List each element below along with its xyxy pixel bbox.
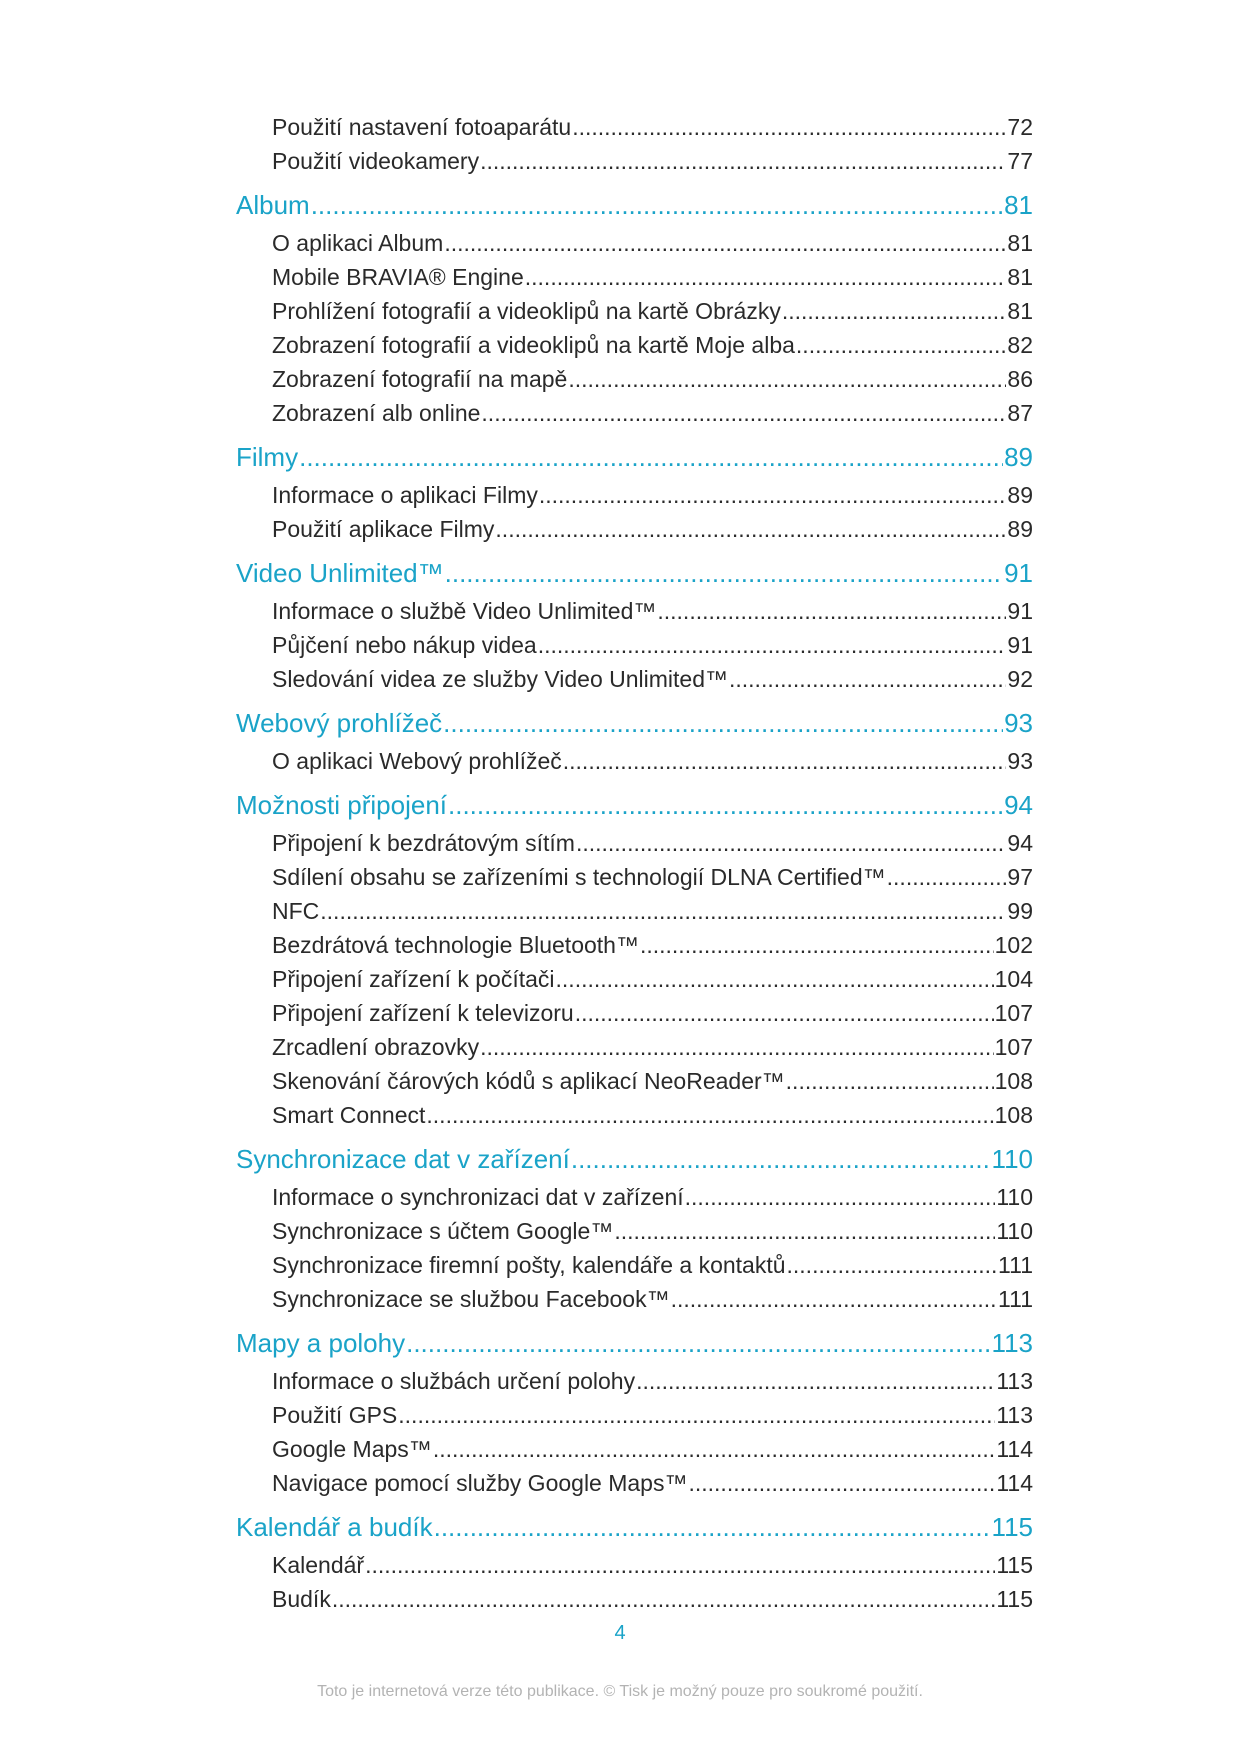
toc-entry-page: 91	[1007, 632, 1033, 658]
toc-dot-leader	[365, 1552, 995, 1579]
toc-section-entry[interactable]	[236, 1139, 1033, 1184]
toc-dot-leader	[563, 748, 1007, 775]
toc-dot-leader	[332, 1586, 996, 1613]
toc-entry-title: O aplikaci Webový prohlížeč	[272, 748, 562, 774]
toc-entry-title: Zrcadlení obrazovky	[272, 1034, 480, 1060]
table-of-contents	[236, 114, 1033, 1620]
toc-entry-page: 115	[996, 1552, 1033, 1578]
toc-entry-page: 81	[1004, 190, 1033, 220]
toc-entry-title: Půjčení nebo nákup videa	[272, 632, 537, 658]
toc-dot-leader	[480, 1034, 994, 1061]
toc-entry-page: 102	[994, 932, 1033, 958]
toc-dot-leader	[796, 332, 1006, 359]
toc-entry-title: Zobrazení fotografií a videoklipů na kartě Moje alba	[272, 332, 795, 358]
toc-entry-page: 107	[994, 1034, 1033, 1060]
toc-entry[interactable]	[236, 932, 1033, 966]
toc-dot-leader	[445, 558, 1003, 589]
toc-entry-page: 91	[1004, 558, 1033, 588]
toc-entry-title: Zobrazení alb online	[272, 400, 481, 426]
toc-entry[interactable]	[236, 482, 1033, 516]
toc-entry-page: 115	[996, 1586, 1033, 1612]
toc-entry-title: Skenování čárových kódů s aplikací NeoReader™	[272, 1068, 785, 1094]
toc-dot-leader	[539, 482, 1007, 509]
toc-entry-title: Synchronizace se službou Facebook™	[272, 1286, 670, 1312]
toc-entry-title: Informace o službě Video Unlimited™	[272, 598, 657, 624]
toc-dot-leader	[575, 1000, 994, 1027]
toc-entry-page: 115	[991, 1512, 1033, 1542]
toc-entry-title: Smart Connect	[272, 1102, 426, 1128]
toc-entry-page: 81	[1007, 298, 1033, 324]
toc-entry-page: 110	[991, 1144, 1033, 1174]
page-footer: Toto je internetová verze této publikace. © Tisk je možný pouze pro soukromé použití.	[317, 1683, 923, 1700]
toc-dot-leader	[299, 442, 1003, 473]
toc-dot-leader	[444, 230, 1006, 257]
toc-entry-title: Filmy	[236, 442, 299, 472]
toc-entry-title: Použití videokamery	[272, 148, 480, 174]
toc-entry-title: Zobrazení fotografií na mapě	[272, 366, 568, 392]
toc-entry-title: Webový prohlížeč	[236, 708, 443, 738]
toc-entry-page: 94	[1007, 830, 1033, 856]
toc-entry[interactable]	[236, 1252, 1033, 1286]
toc-dot-leader	[887, 864, 1007, 891]
toc-entry-title: Připojení zařízení k počítači	[272, 966, 555, 992]
toc-entry-title: Navigace pomocí služby Google Maps™	[272, 1470, 688, 1496]
toc-dot-leader	[688, 1470, 995, 1497]
toc-section-entry[interactable]	[236, 437, 1033, 482]
toc-dot-leader	[311, 190, 1003, 221]
toc-entry-page: 86	[1007, 366, 1033, 392]
toc-dot-leader	[787, 1252, 998, 1279]
toc-entry-title: Album	[236, 190, 310, 220]
toc-entry-page: 89	[1007, 516, 1033, 542]
toc-entry-title: Kalendář a budík	[236, 1512, 433, 1542]
toc-entry-title: NFC	[272, 898, 320, 924]
toc-entry-page: 82	[1007, 332, 1033, 358]
toc-entry-title: Prohlížení fotografií a videoklipů na kartě Obrázky	[272, 298, 781, 324]
toc-entry-page: 91	[1007, 598, 1033, 624]
toc-dot-leader	[426, 1102, 993, 1129]
toc-entry-title: Informace o synchronizaci dat v zařízení	[272, 1184, 684, 1210]
toc-entry[interactable]	[236, 230, 1033, 264]
toc-entry-title: Informace o službách určení polohy	[272, 1368, 636, 1394]
toc-entry-title: Použití nastavení fotoaparátu	[272, 114, 572, 140]
toc-entry[interactable]	[236, 830, 1033, 864]
toc-entry-page: 93	[1007, 748, 1033, 774]
toc-entry-page: 111	[998, 1286, 1033, 1312]
toc-entry-page: 93	[1004, 708, 1033, 738]
toc-dot-leader	[538, 632, 1007, 659]
toc-entry-page: 113	[996, 1368, 1033, 1394]
toc-entry[interactable]	[236, 1552, 1033, 1586]
toc-entry[interactable]	[236, 366, 1033, 400]
toc-entry-title: Synchronizace s účtem Google™	[272, 1218, 614, 1244]
toc-entry-title: Připojení zařízení k televizoru	[272, 1000, 574, 1026]
toc-entry[interactable]	[236, 148, 1033, 182]
page-number: 4	[614, 1622, 626, 1644]
toc-dot-leader	[320, 898, 1006, 925]
toc-entry-page: 108	[994, 1102, 1033, 1128]
toc-section-entry[interactable]	[236, 185, 1033, 230]
toc-entry[interactable]	[236, 748, 1033, 782]
toc-entry-page: 92	[1007, 666, 1033, 692]
toc-entry-title: Google Maps™	[272, 1436, 432, 1462]
toc-entry-page: 114	[996, 1436, 1033, 1462]
toc-dot-leader	[448, 790, 1003, 821]
toc-entry[interactable]	[236, 264, 1033, 298]
toc-entry-page: 107	[994, 1000, 1033, 1026]
toc-dot-leader	[443, 708, 1003, 739]
toc-entry-title: Informace o aplikaci Filmy	[272, 482, 538, 508]
toc-section-entry[interactable]	[236, 1323, 1033, 1368]
toc-entry-page: 111	[998, 1252, 1033, 1278]
toc-dot-leader	[657, 598, 1006, 625]
toc-entry[interactable]	[236, 114, 1033, 148]
toc-entry-title: Mapy a polohy	[236, 1328, 406, 1358]
toc-entry-title: Sdílení obsahu se zařízeními s technologií DLNA Certified™	[272, 864, 886, 890]
toc-entry[interactable]	[236, 1068, 1033, 1102]
toc-entry[interactable]	[236, 1184, 1033, 1218]
toc-dot-leader	[480, 148, 1006, 175]
toc-entry[interactable]	[236, 1586, 1033, 1620]
toc-dot-leader	[406, 1328, 990, 1359]
toc-entry-title: Video Unlimited™	[236, 558, 444, 588]
toc-entry[interactable]	[236, 1034, 1033, 1068]
toc-entry-page: 72	[1007, 114, 1033, 140]
toc-entry-title: Použití aplikace Filmy	[272, 516, 495, 542]
toc-entry-page: 81	[1007, 230, 1033, 256]
toc-entry-title: Sledování videa ze služby Video Unlimited™	[272, 666, 728, 692]
toc-entry-title: Použití GPS	[272, 1402, 398, 1428]
toc-entry[interactable]	[236, 666, 1033, 700]
toc-entry-title: Možnosti připojení	[236, 790, 447, 820]
toc-entry[interactable]	[236, 1000, 1033, 1034]
toc-entry-title: Kalendář	[272, 1552, 365, 1578]
toc-dot-leader	[525, 264, 1007, 291]
toc-entry[interactable]	[236, 400, 1033, 434]
toc-entry[interactable]	[236, 1368, 1033, 1402]
toc-entry[interactable]	[236, 898, 1033, 932]
toc-dot-leader	[495, 516, 1006, 543]
toc-entry-title: Připojení k bezdrátovým sítím	[272, 830, 575, 856]
toc-entry-title: Synchronizace dat v zařízení	[236, 1144, 570, 1174]
toc-entry[interactable]	[236, 1286, 1033, 1320]
toc-entry-page: 87	[1007, 400, 1033, 426]
toc-entry-page: 77	[1007, 148, 1033, 174]
toc-entry[interactable]	[236, 966, 1033, 1000]
toc-entry-title: Bezdrátová technologie Bluetooth™	[272, 932, 639, 958]
toc-entry[interactable]	[236, 1436, 1033, 1470]
toc-entry-page: 113	[996, 1402, 1033, 1428]
toc-dot-leader	[433, 1436, 996, 1463]
toc-dot-leader	[614, 1218, 995, 1245]
toc-dot-leader	[786, 1068, 994, 1095]
toc-entry-page: 99	[1007, 898, 1033, 924]
toc-entry[interactable]	[236, 298, 1033, 332]
toc-entry[interactable]	[236, 1470, 1033, 1504]
toc-entry-title: Synchronizace firemní pošty, kalendáře a kontaktů	[272, 1252, 786, 1278]
toc-entry-page: 89	[1004, 442, 1033, 472]
toc-dot-leader	[556, 966, 994, 993]
toc-entry[interactable]	[236, 598, 1033, 632]
toc-entry-page: 114	[996, 1470, 1033, 1496]
toc-dot-leader	[434, 1512, 991, 1543]
toc-section-entry[interactable]	[236, 785, 1033, 830]
toc-entry[interactable]	[236, 1218, 1033, 1252]
toc-entry[interactable]	[236, 864, 1033, 898]
toc-dot-leader	[671, 1286, 997, 1313]
toc-entry[interactable]	[236, 632, 1033, 666]
toc-dot-leader	[640, 932, 994, 959]
toc-entry-page: 89	[1007, 482, 1033, 508]
toc-dot-leader	[576, 830, 1006, 857]
toc-entry-page: 81	[1007, 264, 1033, 290]
toc-dot-leader	[398, 1402, 995, 1429]
toc-entry[interactable]	[236, 332, 1033, 366]
toc-dot-leader	[729, 666, 1006, 693]
toc-entry[interactable]	[236, 1102, 1033, 1136]
toc-dot-leader	[782, 298, 1007, 325]
toc-entry-page: 113	[991, 1328, 1033, 1358]
toc-section-entry[interactable]	[236, 703, 1033, 748]
toc-entry-title: O aplikaci Album	[272, 230, 444, 256]
toc-dot-leader	[572, 114, 1006, 141]
toc-dot-leader	[568, 366, 1006, 393]
toc-entry-page: 94	[1004, 790, 1033, 820]
toc-section-entry[interactable]	[236, 553, 1033, 598]
toc-dot-leader	[481, 400, 1006, 427]
toc-entry-page: 110	[996, 1184, 1033, 1210]
toc-entry[interactable]	[236, 1402, 1033, 1436]
toc-entry-title: Budík	[272, 1586, 331, 1612]
toc-entry-title: Mobile BRAVIA® Engine	[272, 264, 524, 290]
toc-dot-leader	[571, 1144, 991, 1175]
toc-entry[interactable]	[236, 516, 1033, 550]
toc-section-entry[interactable]	[236, 1507, 1033, 1552]
toc-dot-leader	[685, 1184, 996, 1211]
toc-entry-page: 110	[996, 1218, 1033, 1244]
toc-entry-page: 108	[994, 1068, 1033, 1094]
toc-entry-page: 97	[1007, 864, 1033, 890]
toc-entry-page: 104	[994, 966, 1033, 992]
toc-dot-leader	[636, 1368, 995, 1395]
